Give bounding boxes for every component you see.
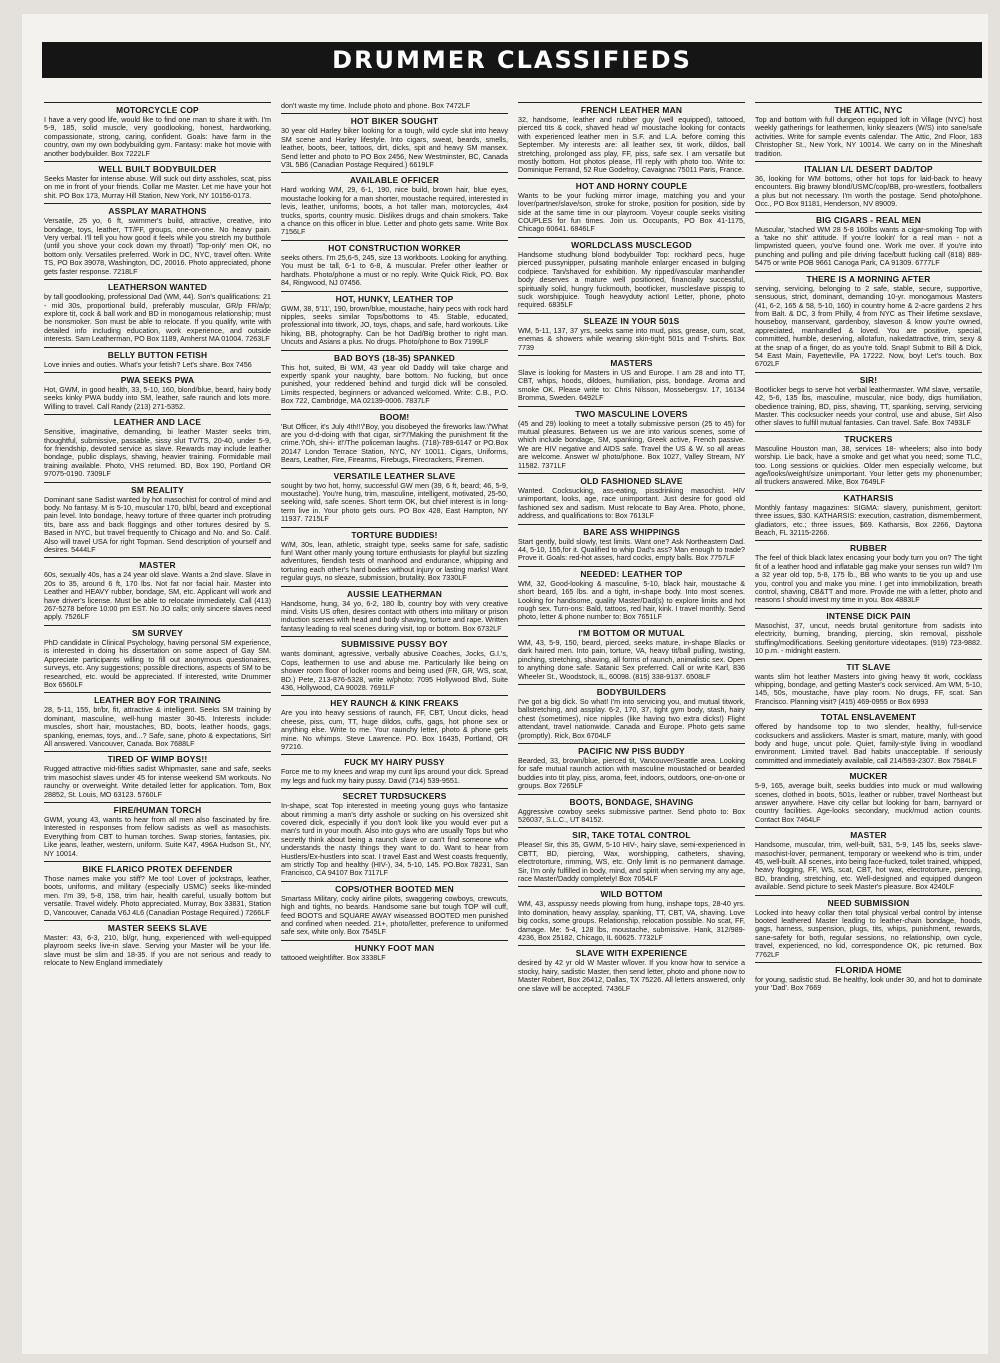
- ad-body: by tall goodlooking, professional Dad (WM, 44). Son's qualifications: 21 - mid 30s, proportional build, preferably muscular, GR/p FR/a/p; explore tit, cock & ball work and BD in monogamous relationship; must be nonsmoker. Son must be able to relocate. If you qualify, write with detailed info including education, work experience, and outside interests. Sam Leatherman, PO Box 1189, Amherst MA 01004. 7263LF: [44, 292, 271, 344]
- ad-title: BOOTS, BONDAGE, SHAVING: [518, 794, 745, 807]
- classified-ad: [518, 178, 745, 234]
- classified-ad: [44, 347, 271, 369]
- ad-body: Handsome studhung blond bodybuilder Top: rockhard pecs, huge pierced pussynipper, pulsating manhole enlarger encased in bulging codpiece. Tan/shaved for exhibition. My ripped/vascular manhandler body deserves a mature well positioned, financially successful, spiritually solid, hungry fuckmouth, bootlicker, muscleslave pisspig to suck worshipjuice. Tough heavyduty action! Letter, phone, photo required. 6835LF: [518, 249, 745, 310]
- ad-body: I've got a big dick. So what! I'm into servicing you, and mutual titwork, ballstretching, and assplay. 6-2, 170, 37, tight gym body, stash, hairy chest (sometimes), nice nipples (like having two extra dicks!) Flight attendant, travel nationwide. Canada and Europe. Photo gets same (promptly). Rick, Box 6704LF: [518, 696, 745, 740]
- ad-title: ITALIAN L/L DESERT DAD/TOP: [755, 161, 982, 174]
- ad-body: Rugged attractive mid-fifties sadist Whipmaster, sane and safe, seeks trim masochist slaves under 45 for intense weekend SM workouts. No raunchy or overweight. Write detailed letter for application. Tom, Box 28852, St. Louis, MO 63123. 5760LF: [44, 764, 271, 799]
- classifieds-columns: [44, 102, 982, 1352]
- ad-title: SECRET TURDSUCKERS: [281, 788, 508, 801]
- ad-body: Sensitive, imaginative, demanding, bi leather Master seeks trim, thoughtful, submissive, passable, sissy slut TV/TS, 20-40, under 5-9, for friendship, devoted service as slave. Rewards may include leather bondage, public displays, shaving, heavier training. Formidable mail training available. Photo, VHS returned. BD, Box 190, Portland OR 97075-0190. 7309LF: [44, 427, 271, 479]
- ad-body: Smartass Military, cocky airline pilots, swaggering cowboys, crewcuts, high and tights, no beards. Handsome sane but tough TOP will cuff, feed BOOTS and SQUARE AWAY wiseassed BOOTED men punished and confined when needed. 21+, photo/letter, preference to uniformed safe sex, white only. Box 7545LF: [281, 893, 508, 937]
- classified-ad: [755, 659, 982, 707]
- ad-title: BIKE FLARICO PROTEX DEFENDER: [44, 861, 271, 874]
- ad-body: W/M, 30s, lean, athletic, straight type, seeks same for safe, sadistic fun! Want other manly young torture enthusiasts for playful but sizzling adventures, fiendish tests of manhood and endurance, whipping and torturing each other's hard bodies without injury or lasting marks! Want regular guys, no sleaze, submission, brutality. Box 7330LF: [281, 539, 508, 583]
- ad-title: FUCK MY HAIRY PUSSY: [281, 754, 508, 767]
- ad-body: desired by 42 yr old W Master w/lover. If you know how to service a stocky, hairy, sadistic Master, then send letter, photo and phone now to Master Robert, Box 26412, Dallas, TX 75226. All letters answered, only one slave will be accepted. 7436LF: [518, 958, 745, 993]
- classified-ad: [281, 940, 508, 962]
- classified-ad: [281, 881, 508, 937]
- ad-body: Hard working WM, 29, 6-1, 190, nice build, brown hair, blue eyes, moustache looking for a man shorter, moustache required, interested in levis, leather, uniforms, boots, a hot taller man, motorcycles, 4x4 trucks, sports, country music. Dislikes drugs and chain smokers. Take a chance on this officer in blue. Letter and photo gets same. Write Box 7156LF: [281, 185, 508, 237]
- column-1: [44, 102, 271, 1352]
- ad-title: I'M BOTTOM OR MUTUAL: [518, 625, 745, 638]
- ad-body: Bearded, 33, brown/blue, pierced tit, Vancouver/Seattle area. Looking for safe mutual raunch action with masculine moustached or bearded buddies into tit play, piss, aroma, feet, indoors, outdoors, one-on-one or groups. Box 7265LF: [518, 755, 745, 791]
- ad-title: THERE IS A MORNING AFTER: [755, 271, 982, 284]
- classified-ad: [518, 886, 745, 942]
- classified-ad: [755, 768, 982, 824]
- classified-ad: [44, 557, 271, 621]
- classified-ad: [44, 802, 271, 858]
- ad-title: WORLDCLASS MUSCLEGOD: [518, 237, 745, 250]
- ad-body: Seeks Master for intense abuse. Will suck out dirty assholes, scat, piss on me in front of your friends. Collar me Master. Let me have your hot shit. PO Box 173, Murray Hill Station, New York, NY 10156-0173.: [44, 174, 271, 200]
- classified-ad: [44, 203, 271, 276]
- classified-ad: [44, 372, 271, 411]
- ad-body: Monthly fantasy magazines: SIGMA: slavery, punishment, genitort: three issues, $30. KATHARSIS: execution, castration, dismemberment, gladiators, etc.; three issues, $69. Katharsis, Box 2266, Daytona Beach, FL 32115-2266.: [755, 502, 982, 538]
- ad-body: WM, 43, 5-9, 150, beard, pierced, seeks mature, in-shape Blacks or dark haired men. Into pain, torture, VA, heavy tit/ball pulling, twisting, pinching, stretching, shaving, all forms of raunch, animalistic sex. Open to anything done safe. Satanic Sex preferred. Call or write Karl, 836 Wheeler St., Woodstock, IL, 60098. (815) 338-9137. 6508LF: [518, 637, 745, 681]
- ad-title: TRUCKERS: [755, 431, 982, 444]
- ad-body: Masculine Houston man, 38, services 18- wheelers; also into body worship. Lie back, have a smoke and get what you need; some TLC, too. Long sessions or quickies. Older men especially welcome, but age/looks/weight/size unimportant. Your letter gets my phonenumber; all truckers answered. Mike, Box 7649LF: [755, 443, 982, 487]
- classified-ad: [518, 473, 745, 521]
- classified-ad: [281, 240, 508, 288]
- classified-ad: [281, 527, 508, 583]
- ad-body: (45 and 29) looking to meet a totally submissive person (25 to 45) for mutual pleasures. Between us we are into various scenes, some of which include bondage, SM, spanking, Greek active, French passive. We are HIV negative and AIDS safe. Travel the US & W. so all areas are welcome. Answer w/ photo/phone. Box 1027, Valley Stream, NY 11582. 7371LF: [518, 418, 745, 470]
- classified-ad: [755, 490, 982, 538]
- classified-ad: [755, 212, 982, 268]
- ad-title: BOOM!: [281, 409, 508, 422]
- ad-body: tattooed weightlifter. Box 3338LF: [281, 952, 386, 962]
- classified-ad: [755, 962, 982, 993]
- ad-title: TIRED OF WIMP BOYS!!: [44, 751, 271, 764]
- classified-ad: [518, 355, 745, 403]
- classified-ad: [44, 692, 271, 748]
- ad-body: PhD candidate in Clinical Psychology, having personal SM experience, is interested in doing his dissertation on some aspect of Gay SM. Appreciate participants willing to fill out anonymous questionaires, surveys, etc. Any suggestions; possible directions, aspects of SM to be researched, etc. would be appreciated. If interested, write Drummer Box 6560LF: [44, 637, 271, 689]
- ad-title: LEATHER AND LACE: [44, 414, 271, 427]
- ad-body: Aggressive cowboy seeks submissive partner. Send photo to: Box 526037, S.L.C., UT 84152.: [518, 806, 745, 824]
- ad-title: PWA SEEKS PWA: [44, 372, 271, 385]
- ad-body: Masochist, 37, uncut, needs brutal genitorture from sadists into electricity, burning, branding, piercing, skin removal, pisshole stuffing/modifications. Seeking genitorture videotapes. (919) 723-9882. 10 p.m. - midnight eastern.: [755, 620, 982, 656]
- ad-title: NEED SUBMISSION: [755, 895, 982, 908]
- ad-title: BAD BOYS (18-35) SPANKED: [281, 350, 508, 363]
- classified-ad: [518, 945, 745, 993]
- ad-title: PACIFIC NW PISS BUDDY: [518, 743, 745, 756]
- ad-title: BODYBUILDERS: [518, 684, 745, 697]
- ad-body: 5-9, 165, average built, seeks buddies into muck or mud wallowing scenes, clothed in boots, 501s, leather or rubber, travel Northeast but answer anywhere. Have city cellar but looking for barn, barnyard or country facilities. Age-looks secondary, muck/mud action counts. Contact Box 7464LF: [755, 781, 982, 824]
- ad-title: MOTORCYCLE COP: [44, 102, 271, 115]
- ad-title: HOT, HUNKY, LEATHER TOP: [281, 291, 508, 304]
- ad-body: The feel of thick black latex encasing your body turn you on? The tight fit of a leather hood and inflatable gag make your senses run wild? I'm a 32 year old top, 5-8, 175 lb., BB who wants to tie you up and use you, control you and make you mine. I get into immobilization, breath control, shaving, CB&TT and more. Provide me with a letter, photo and reasons I should invest my time in you. Box 4883LF: [755, 553, 982, 605]
- ad-title: WILD BOTTOM: [518, 886, 745, 899]
- classified-ad: [755, 709, 982, 765]
- classified-ad: [518, 625, 745, 681]
- ad-title: TWO MASCULINE LOVERS: [518, 406, 745, 419]
- ad-title: FRENCH LEATHER MAN: [518, 102, 745, 115]
- ad-body: 32, handsome, leather and rubber guy (well equipped), tattooed, pierced tits & cock, shaved head w/ moustache looking for contacts with experienced leather men in S.F. and L.A. before coming this September. My interests are: all leather sex, tit work, dildos, ball stretching, prolonged ass play, FF, piss, safe sex. I am versatile but mostly bottom. Hot photos please, I'll reply with photo too. Write to: Dominique Ferrand, 52 Rue Godefroy, Cavaignac 75011 Paris, France.: [518, 115, 745, 175]
- ad-title: BELLY BUTTON FETISH: [44, 347, 271, 360]
- classified-ad: [518, 102, 745, 175]
- ad-title: AVAILABLE OFFICER: [281, 172, 508, 185]
- ad-body: serving, servicing, belonging to 2 safe, stable, secure, supportive, sensuous, strict, dominant, demanding 10-yr. monogamous Masters (41, 6-2, 165 & 58, 5-10, 160) in country home & 2-acre gardens 2 hrs from Balt. & DC, 3 from Philly, 4 from NYC as Their lifetime sexslave, houseboy, manservant, gardenboy, slaveson & know you're owned, appreciated, manhandled & loved. You are positive, special, committed, humble, deserving, allotafun, nakedattractive, trim, sexy & at the snap of a finger, do as you're told. Snap! Submit to Bill & Dick, 54 East Main, Fayetteville, PA 17222. Now, boy! Let's touch. Box 6702LF: [755, 283, 982, 369]
- ad-body: Force me to my knees and wrap my cunt lips around your dick. Spread my legs and fuck my hairy pussy. David (714) 539-9551.: [281, 767, 508, 785]
- ad-body: Handsome, muscular, trim, well-built, 531, 5-9, 145 lbs, seeks slave-masochist-lover, permanent, temporary or weekend who is trim, under 45, well-built. All scenes, into being face-fucked, toilet trained, whipped, heavy flogging, FF, WS, scat, CBT, hot wax, electrotorture, piercing, BD, branding, stretching, etc. Well-designed and equipped dungeon available. Send picture to seek Master's pleasure. Box 4240LF: [755, 840, 982, 892]
- classified-ad: [281, 695, 508, 751]
- classified-ad: [281, 102, 508, 110]
- classified-ad: [518, 743, 745, 791]
- ad-title: LEATHER BOY FOR TRAINING: [44, 692, 271, 705]
- ad-title: BARE ASS WHIPPINGS: [518, 524, 745, 537]
- ad-title: SLAVE WITH EXPERIENCE: [518, 945, 745, 958]
- classified-ad: [755, 608, 982, 656]
- classified-ad: [518, 524, 745, 563]
- page-title: DRUMMER CLASSIFIEDS: [42, 42, 982, 78]
- column-4: [755, 102, 982, 1352]
- classified-ad: [44, 751, 271, 799]
- ad-title: AUSSIE LEATHERMAN: [281, 586, 508, 599]
- classified-ad: [281, 754, 508, 785]
- ad-body: 28, 5-11, 155, br/br, fit, attractive & intelligent. Seeks SM training by dominant, masculine, well-hung master 30-45. Interests include: muscles, short hair, moustaches, BD, boots, leather hoods, gags, spanking, enemas, toys, and...? Safe, sane, photo & expectations, Sir! All answered. Vancouver, Canada. Box 7688LF: [44, 705, 271, 748]
- ad-title: SIR, TAKE TOTAL CONTROL: [518, 827, 745, 840]
- ad-title: COPS/OTHER BOOTED MEN: [281, 881, 508, 894]
- ad-body: Wants to be your fucking mirror image, matching you and your lover/partner/slave/son, stroke for stroke, position for position, side by side at the same time in our playroom. Voyeur couple seeks visiting COUPLES for fun times. Join us. Occupants, PO Box 41-1175, Chicago 60641. 6846LF: [518, 190, 745, 234]
- classified-ad: [44, 482, 271, 555]
- ad-title: HUNKY FOOT MAN: [281, 940, 508, 953]
- ad-title: SM REALITY: [44, 482, 271, 495]
- classified-ad: [755, 271, 982, 369]
- ad-body: Please! Sir, this 35, GWM, 5-10 HIV-, hairy slave, semi-experienced in CBTT, BD, piercing, Wax, worshipping, catheters, shaving, electrotorture, rimming, WS, etc. Only limit is no permanent damage. Sir, I'm only fulfilled in body, mind, and spirit when serving my any age, race Master/Daddy completely! Box 7054LF: [518, 840, 745, 883]
- ad-body: for young, sadistic stud. Be healthy, look under 30, and hot to dominate your 'Dad'. Box 7669: [755, 975, 982, 993]
- ad-title: TIT SLAVE: [755, 659, 982, 672]
- ad-body: Start gently, build slowly, test limits. Want one? Ask Northeastern Dad. 44, 5-10, 155,for it. Qualified to whip Dad's ass? Man enough to trade? Prove it. Goals: red-hot asses, hard cocks, empty balls. Box 7757LF: [518, 536, 745, 563]
- ad-title: THE ATTIC, NYC: [755, 102, 982, 115]
- classified-ad: [281, 586, 508, 634]
- ad-title: HEY RAUNCH & KINK FREAKS: [281, 695, 508, 708]
- classified-ad: [755, 102, 982, 158]
- ad-body: 60s, sexually 40s, has a 24 year old slave. Wants a 2nd slave. Slave in 20s to 35, around 6 ft, 170 lbs. Not fat nor facial hair. Master into Leather and HEAVY rubber, bondage, SM, etc. Applicant will work and have driver's license. Must be able to relocate immediately. Call (413) 267-5278 before 10:00 pm EST. No JO calls; only sincere slaves need apply. 7526LF: [44, 570, 271, 622]
- ad-body: don't waste my time. Include photo and phone. Box 7472LF: [281, 102, 471, 110]
- classified-ad: [44, 161, 271, 200]
- ad-body: wants dominant, agressive, verbally abusive Coaches, Jocks, G.I.'s, Cops, leathermen to use and abuse me. Particularly like being on shower room floor of locker rooms and being used (FR, GR, WS, scat, BD.) Pete, 213-876-5328, write w/photo: 7095 Hollywood Blvd, Suite 436, Hollywood, CA 90028. 7691LF: [281, 649, 508, 692]
- classified-ad: [281, 636, 508, 692]
- classified-ad: [44, 625, 271, 689]
- ad-title: TOTAL ENSLAVEMENT: [755, 709, 982, 722]
- ad-title: ASSPLAY MARATHONS: [44, 203, 271, 216]
- ad-title: FIRE/HUMAN TORCH: [44, 802, 271, 815]
- ad-body: Bootlicker begs to serve hot verbal leathermaster. WM slave, versatile, 42, 5-6, 135 lbs, masculine, muscular, nice body, digs humiliation, obedience training, BD, piss, shaving, TT, spanking, serving, servicing Master. This cocksucker needs your control, use and abuse, Sir! Also other slaves to fulfill mutual fantasies. Can travel. Safe. Box 7493LF: [755, 384, 982, 428]
- ad-title: WELL BUILT BODYBUILDER: [44, 161, 271, 174]
- classified-ad: [755, 540, 982, 604]
- column-2: [281, 102, 508, 1352]
- ad-body: Hot, GWM, in good health, 33, 5-10, 160, blond/blue, beard, hairy body seeks kinky PWA buddy into SM, leather, safe raunch and lots more. Willing to travel. Call Randy (213) 271-5352.: [44, 384, 271, 411]
- ad-body: WM, 32, Good-looking & masculine, 5-10, black hair, moustache & short beard, 165 lbs. and a tight, in-shape body. Into most scenes. Looking for handsome, quality Master/Dad(s) to explore limits and hot rough sex. Turn-ons: Bald, tattoos, red hair, kink. I travel monthly. Send photo, letter & phone number to: Box 7651LF: [518, 578, 745, 622]
- ad-title: HOT AND HORNY COUPLE: [518, 178, 745, 191]
- ad-title: LEATHERSON WANTED: [44, 279, 271, 292]
- ad-title: BIG CIGARS - REAL MEN: [755, 212, 982, 225]
- ad-title: HOT BIKER SOUGHT: [281, 113, 508, 126]
- ad-title: FLORIDA HOME: [755, 962, 982, 975]
- classified-ad: [518, 406, 745, 470]
- ad-body: Muscular, 'stached WM 28 5-8 160lbs wants a cigar-smoking Top with a 'take no shit' attitude. If you're lookin' for a real man - not a limpwristed queen, you've found one. Work me over. If you're into punching and pulling and pile driving face/butt fucking call (818) 889-5475 or write POB 9661 Canoga Park, CA 91309. 6777LF: [755, 224, 982, 268]
- classified-ad: [755, 895, 982, 959]
- classified-ad: [755, 372, 982, 428]
- ad-body: sought by two hot, horny, successful GW men (39, 6 ft, beard; 46, 5-9, moustache). You're hung, trim, masculine, intelligent, motivated, 25-50, seeking wild, safe scenes. Short term OK, but chief interest is in long-term live in. Your photo gets ours. PO Box 428, East Hampton, NY 11937. 7215LF: [281, 480, 508, 524]
- classified-ad: [755, 827, 982, 891]
- ad-body: Those names make you stiff? Me too! Lover of jockstraps, leather, boots, uniforms, and military (especially USMC) seeks like-minded men. I'm 39, 5-8, 158, trim hair, health careful, usually bottom but versatile. Travel widely. Photo appreciated. Murray, Box 33831, Station D, Vancouver, Canada V6J 4L6 (Canadian Postage Required.) 7266LF: [44, 874, 271, 917]
- ad-body: Wanted. Cocksucking, ass-eating, pissdrinking masochist. HIV unimportant, looks, age, race unimportant. Just desire for good old fashioned sex and sadism. Must relocate to Bay Area. Photo, phone, address, and qualifications to: Box 7613LF: [518, 486, 745, 521]
- ad-body: GWM, young 43, wants to hear from all men also fascinated by fire. Interested in responses from fellow sadists as well as masochists. Everything from CBT to human torches. Swap stories, fantasies, pix. Like jeans, leather, western, uniform. Suite K47, 496A Hudson St., NY, NY 10014.: [44, 814, 271, 858]
- ad-title: KATHARSIS: [755, 490, 982, 503]
- ad-body: GWM, 38, 5'11', 190, brown/blue, moustache, hairy pecs with rock hard nipples, seeks similar Tops/bottoms to 45. Stable, educated, professional into titwork, JO, toys, chaps, and safe, hard workouts. Like hiking, BB, photography. Can be hot Dad/Big brother to right man. Uncuts and Asians a plus. No drugs. Photo/phone to Box 7199LF: [281, 303, 508, 347]
- classified-ad: [518, 566, 745, 622]
- ad-title: OLD FASHIONED SLAVE: [518, 473, 745, 486]
- ad-title: INTENSE DICK PAIN: [755, 608, 982, 621]
- ad-body: Master: 43, 6-3, 210, bl/gr, hung, experienced with well-equipped playroom seeks live-in slave. Serving your Master will be your life. slave must be slim and 18-35. If you are not serious and ready to relocate to New England immediately: [44, 933, 271, 968]
- ad-title: MASTER SEEKS SLAVE: [44, 920, 271, 933]
- classified-ad: [281, 468, 508, 524]
- ad-title: MASTER: [44, 557, 271, 570]
- ad-body: In-shape, scat Top interested in meeting young guys who fantasize about rimming a man's dirty asshole or sucking on his oversized shit covered dick, especially if you don't look like you would ever put a man's turd in your mouth. Also into guys who are usually Tops but who secretly think about being a raunch slave or can't find someone who understands the nasty things they want to do. Want to hear from Hustlers/Ex-hustlers into scat. I travel East and West coasts frequently, am strictly Top and healthy (HIV-), 34, 5-10, 145. PO.Box 78231, San Francisco, CA 94107 Box 7117LF: [281, 801, 508, 878]
- ad-title: MUCKER: [755, 768, 982, 781]
- ad-body: seeks others. I'm 25,6-5, 245, size 13 workboots. Looking for anything. You must be tall, 6-1 to 6-8, & muscular. Prefer other leather or hardhats. Photo/phone a must or no reply. Write Quick Rick, PO. Box 84, Ringwood, NJ 07456.: [281, 252, 508, 288]
- ad-body: Locked into heavy collar then total physical verbal control by intense booted leathered Master leading to leather-chain bondage, hoods, gags, harness, suspension, plugs, tits, whips, punishment, rewards, sane-safety for both, regular sessions, no relationship, own cycle, travel, experienced, no kid, correspondence OK, pic returned. Box 7762LF: [755, 907, 982, 959]
- classified-ad: [44, 279, 271, 343]
- ad-body: Love innies and outies. What's your fetish? Let's share. Box 7456: [44, 359, 252, 369]
- classified-ad: [281, 350, 508, 406]
- classified-ad: [518, 237, 745, 310]
- ad-body: WM, 5-11, 137, 37 yrs, seeks same into mud, piss, grease, cum, scat, enemas & showers while wearing skin-tight 501s and T-shirts. Box 7739: [518, 325, 745, 352]
- ad-body: Slave is looking for Masters in US and Europe. I am 28 and into TT, CBT, whips, hoods, dildoes, humiliation, piss, bondage. Aroma and smoke OK. Please write to: Chris Nilsson, Mossebergsv. 17, 16134 Bromma, Sweden. 6492LF: [518, 367, 745, 403]
- ad-body: Top and bottom with full dungeon equipped loft in Village (NYC) host weekly gatherings for leathermen, kinky sleazers (W/S) into sane/safe activities. Write for sample events calendar. The Attic, 2nd Floor, 183 Christopher St., New York, NY 10014. We carry on in the Mineshaft tradition.: [755, 115, 982, 158]
- classified-ad: [518, 684, 745, 740]
- column-3: [518, 102, 745, 1352]
- ad-body: wants slim hot leather Masters into giving heavy tit work, cocklass whipping, bondage, and getting Master's cock serviced. Am WM, 5-10, 145, 50s, moustache, have play room. No drugs, FF, scat. San Francisco. Planning visit? (415) 469-0955 or Box 6993: [755, 671, 982, 706]
- ad-title: HOT CONSTRUCTION WORKER: [281, 240, 508, 253]
- classified-ad: [281, 113, 508, 169]
- classified-ad: [755, 431, 982, 487]
- classified-ad: [44, 920, 271, 968]
- magazine-page: [22, 14, 988, 1354]
- ad-body: 36, looking for WM bottoms, other hot tops for laid-back to heavy encounters. Big brawny blond/USMC/cop/BB, pro-wrestlers, footballers a plus but not necessary. I'm worth the postage. Send photo/phone. Occ., PO Box 91181, Henderson, NV 89009.: [755, 174, 982, 209]
- ad-title: TORTURE BUDDIES!: [281, 527, 508, 540]
- classified-ad: [755, 161, 982, 209]
- ad-body: I have a very good life, would like to find one man to share it with. I'm 5-9, 185, solid muscle, very goodlooking, honest, hardworking, compassionate, strong, caring, confident. Goals: have farm in the country, own my own bodybuilding gym. Fantasy: make hot movie with another bodybuilder. Box 7222LF: [44, 115, 271, 158]
- classified-ad: [44, 861, 271, 917]
- ad-title: MASTER: [755, 827, 982, 840]
- classified-ad: [281, 172, 508, 236]
- classified-ad: [44, 414, 271, 478]
- ad-title: SLEAZE IN YOUR 501S: [518, 313, 745, 326]
- ad-body: 30 year old Harley biker looking for a tough, wild cycle slut into heavy SM scene and Harley lifestyle. Into cigars, sweat, beards, smells, leather, boots, beer, tattoos, dirt, dicks, spit and heavy SM mansex. Send letter and photo to PO Box 2456, New Westminster, BC, Canada V3L 5B6 (Canadian Postage Required.) 6619LF: [281, 126, 508, 170]
- classified-ad: [518, 313, 745, 352]
- ad-title: SIR!: [755, 372, 982, 385]
- ad-title: MASTERS: [518, 355, 745, 368]
- ad-body: WM, 43, asspussy needs plowing from hung, inshape tops, 28-40 yrs. Into domination, heavy assplay, spanking, TT, CBT, VA, shaving. Love big cocks, some groups. Relationship, relocation possible. No scat, FF, damage. Me: 5-4, 128 lbs, moustache, submissive. Hank, 312/989-4236, Box 25182, Chicago, IL 60625. 7732LF: [518, 899, 745, 943]
- ad-title: NEEDED: LEATHER TOP: [518, 566, 745, 579]
- ad-body: 'But Officer, it's July 4th!!'/'Boy, you disobeyed the fireworks law.'/'What are you d-d-doing with that cigar, sir?'/'Making the punishment fit the crime.'/'Oh, shi-i- it!'/The policeman laughs. (718)-789-6147 or PO.Box 20147 London Terrace Station, NYC, NY 10011. Cigars, Uniforms, Bears, Leather, Fire, Firearms, Firebugs, Firecrackers, Firemen.: [281, 421, 508, 465]
- classified-ad: [518, 794, 745, 825]
- ad-title: VERSATILE LEATHER SLAVE: [281, 468, 508, 481]
- ad-body: This hot, suited, Bi WM, 43 year old Daddy will take charge and expertly spank your naughty, bare bottom. No fucking, but once punished, your reddened behind and turgid dick will be consoled. Limits respected, beginners or advanced welcomed. Write: C.B., P.O. Box 722, Cambridge, MA 02139-0006. 7837LF: [281, 362, 508, 406]
- ad-body: Handsome, hung, 34 yo, 6-2, 180 lb, country boy with very creative mind. Visits US often, desires contact with others into military or prison induction scenes with head and body shaving, torture and rape. Written fantasy leading to real scenes during visit, top or bottom. Box 6732LF: [281, 598, 508, 633]
- ad-body: Versatile, 25 yo, 6 ft, swimmer's build, attractive, creative, into bondage, toys, leather, TT/FF, groups, one-on-one. No heavy pain. Very verbal. I'll tell you how good it feels while you stretch my butthole (until you shove your cock down my throat!) 'Top-only' men OK, no bottom only. Versatiles preferred. Work in DC, NYC, travel often. Write TS, PO Box 39078, Washington, DC, 20016. Photo appreciated, phone gets faster response. 7218LF: [44, 216, 271, 276]
- classified-ad: [281, 409, 508, 465]
- ad-body: Dominant sane Sadist wanted by hot masochist for control of mind and body. No fantasy. M is 5-10, muscular 170, bl/bl, beard and exceptional pain level. Into bondage, heavy torture of three quarter inch protruding tits, bare ass and back floggings and other tortures desired by S. Based in NYC, but travel frequently to Chicago and No. and So. Calif. Also will travel USA for right Topman. Send description of yourself and desires. 5444LF: [44, 494, 271, 555]
- ad-title: SM SURVEY: [44, 625, 271, 638]
- ad-title: SUBMISSIVE PUSSY BOY: [281, 636, 508, 649]
- classified-ad: [44, 102, 271, 158]
- classified-ad: [281, 788, 508, 878]
- ad-title: RUBBER: [755, 540, 982, 553]
- classified-ad: [518, 827, 745, 883]
- classified-ad: [281, 291, 508, 347]
- ad-body: Are you into heavy sessions of raunch, FF, CBT, Uncut dicks, head cheese, piss, cum, TT, huge dildos, cuffs, gags, hot phone sex or anything else. Write to me. Your raunchy letter, photo & phone gets mine. No whimps. Steve Lawrence. PO. Box 16435, Portland, OR 97216.: [281, 708, 508, 751]
- ad-body: offered by handsome top to two slender, healthy, full-service cocksuckers and asslickers. Master is smart, mature, manly, with good body and huge, uncut pole. Quiet, family-style living in woodland environment. Limited travel. Bad habits unacceptable. If seriously committed and immediately available, call 214/593-2307. Box 7584LF: [755, 722, 982, 765]
